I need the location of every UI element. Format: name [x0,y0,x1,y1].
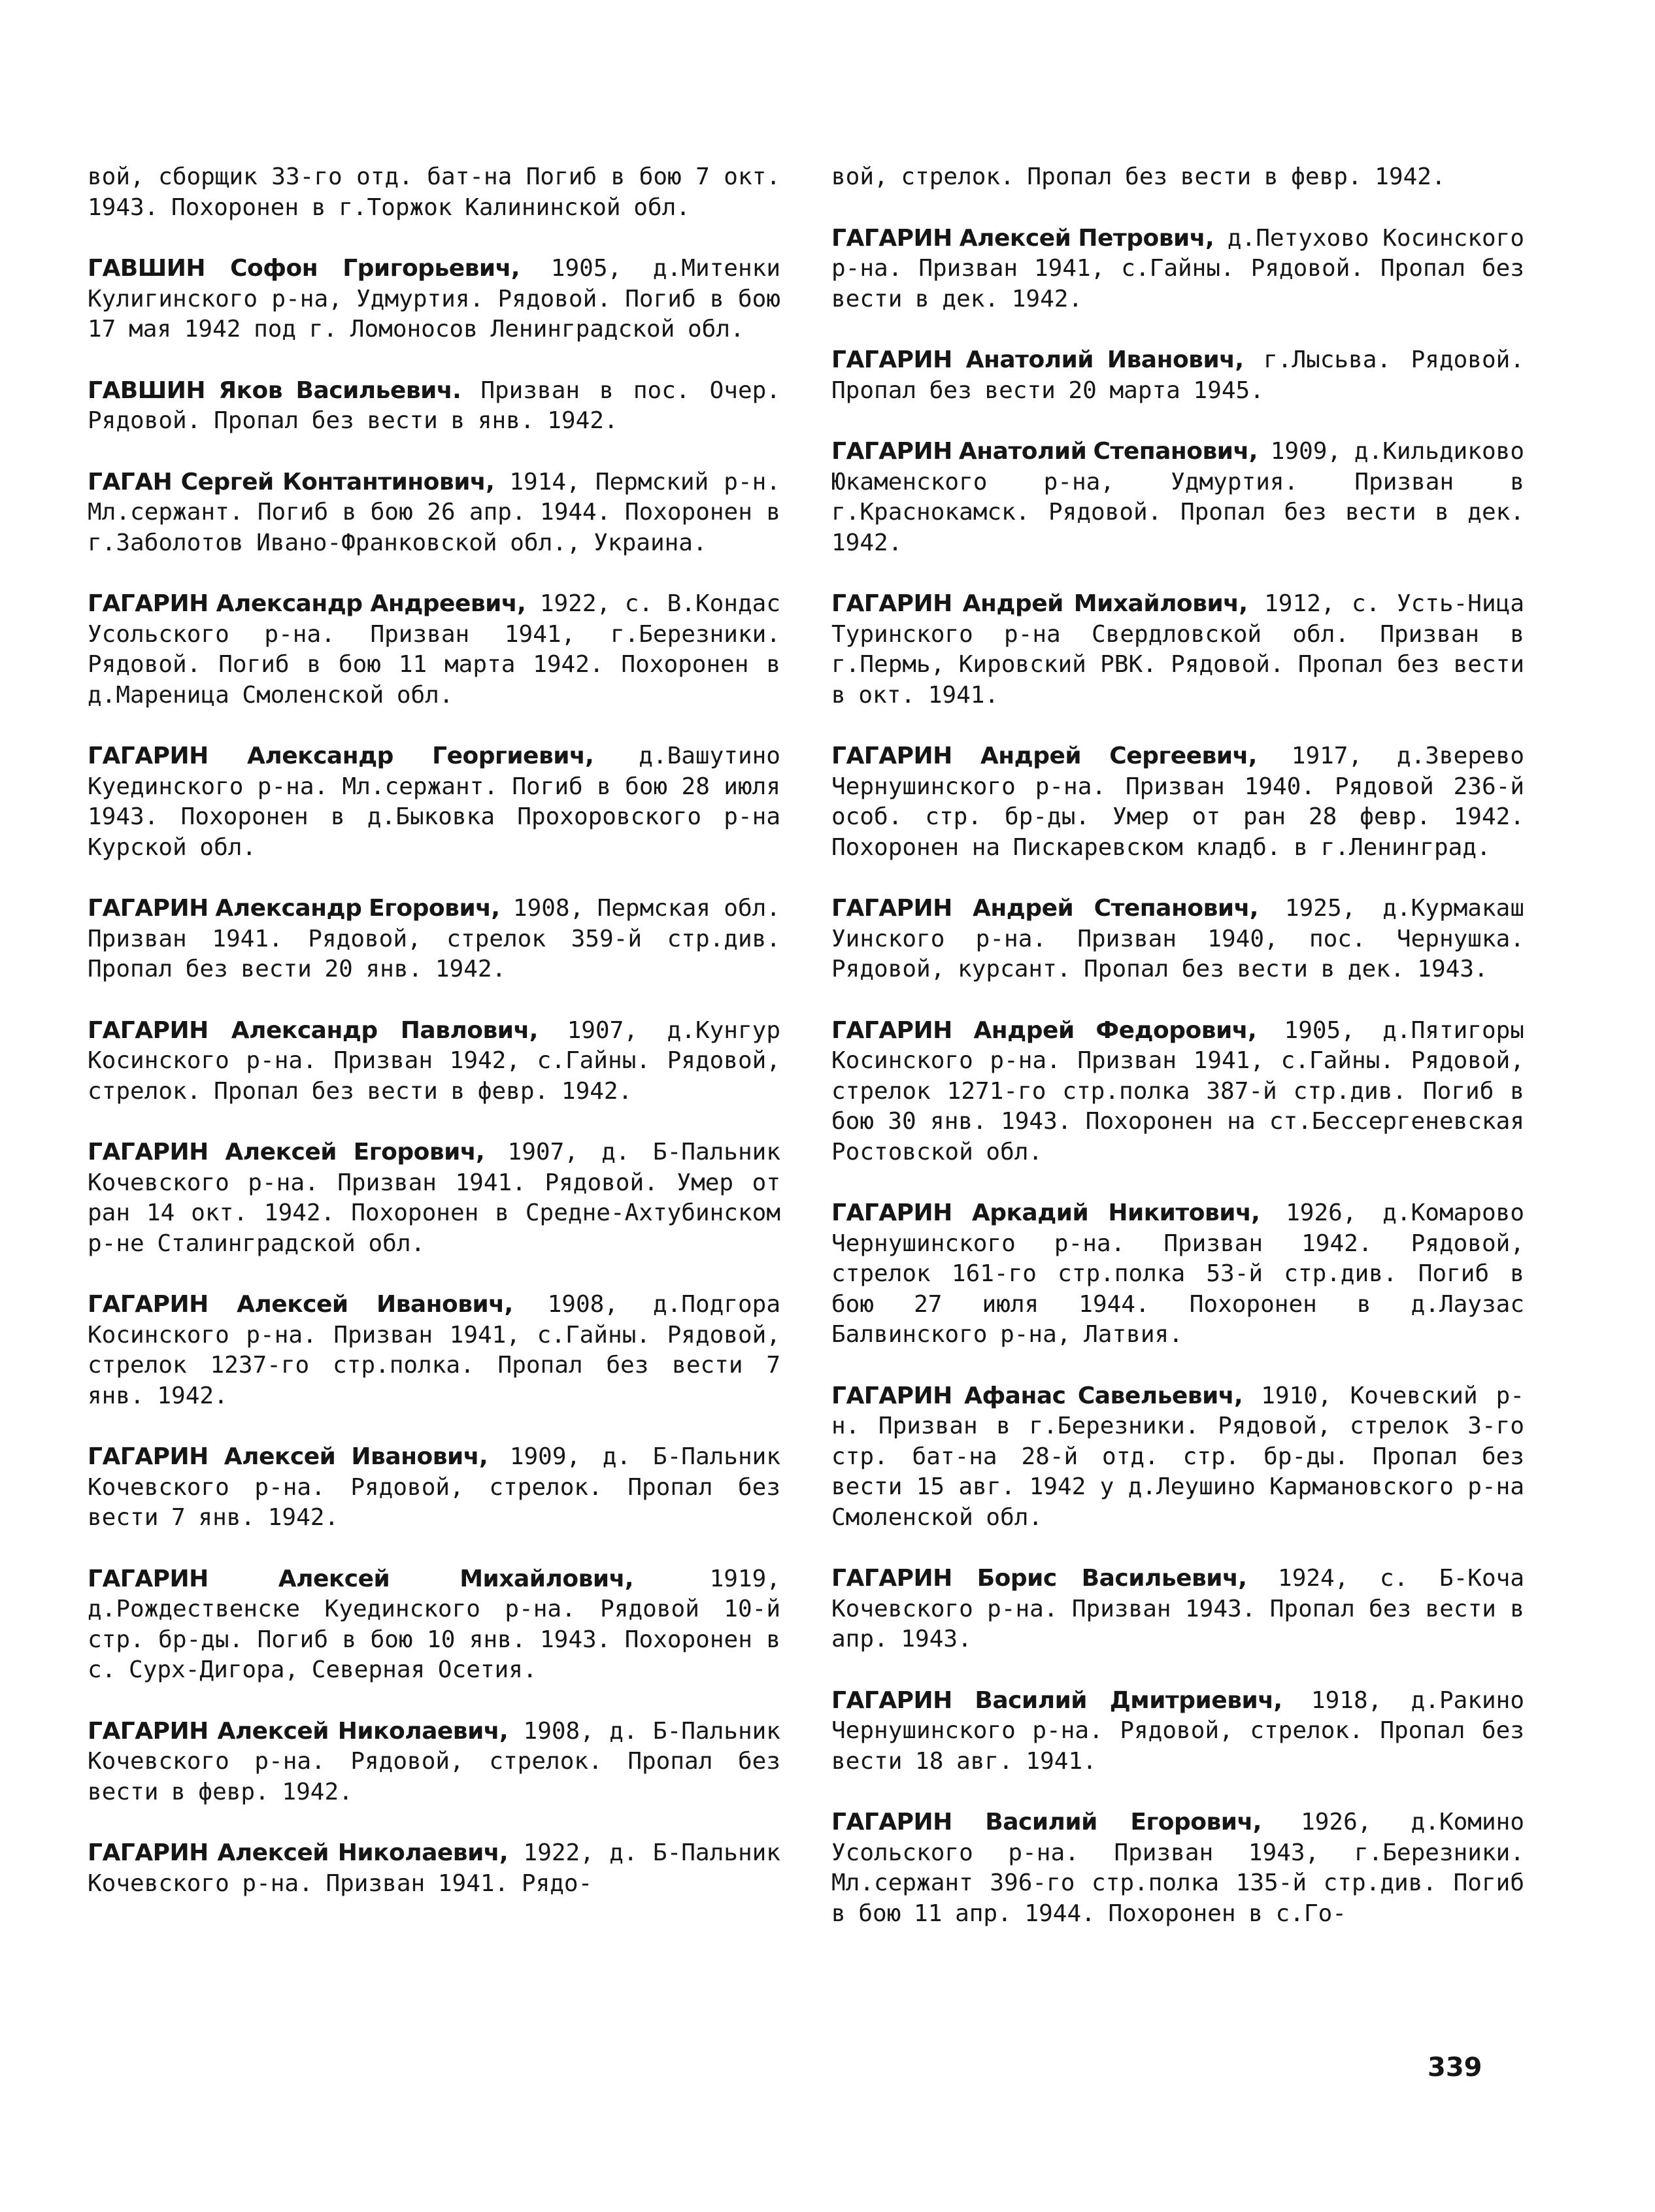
entry-text: 1909, д. Б-Пальник Кочевского р-на. Рядовой, стрелок. Пропал без вести 7 янв. 1942. [88,1443,780,1531]
entry-text: 1908, д.Подгора Косинского р-на. Призван 1941, с.Гайны. Рядовой, стрелок 1237-го стр.полка. Пропал без вести 7 янв. 1942. [88,1291,781,1409]
entry [88,254,780,345]
entry-text: 1924, с. Б-Коча Кочевского р-на. Призван 1943. Пропал без вести в апр. 1943. [831,1565,1524,1652]
entry-name: ГАВШИН Софон Григорьевич, [88,255,520,282]
entry-text: 1925, д.Курмакаш Уинского р-на. Призван 1940, пос. Чернушка. Рядовой, курсант. Пропал без вести в дек. 1943. [831,895,1524,982]
entry-text: вой, сборщик 33-го отд. бат-на Погиб в бою 7 окт. 1943. Похоронен в г.Торжок Калининской обл. [88,163,780,221]
entry-name: ГАГАРИН Андрей Федорович, [831,1016,1257,1044]
entry [88,1290,780,1411]
entry-name: ГАГАРИН Афанас Савельевич, [831,1382,1243,1409]
entry-name: ГАГАРИН Борис Васильевич, [831,1565,1247,1592]
entry [88,1838,780,1899]
entry-name: ГАГАРИН Александр Егорович, [88,895,500,922]
entry [831,1807,1524,1929]
entry-name: ГАГАРИН Василий Дмитриевич, [831,1686,1282,1714]
entry-name: ГАГАРИН Алексей Иванович, [88,1443,488,1470]
entry [831,1198,1524,1350]
entry-text: 1914, Пермский р-н. Мл.сержант. Погиб в бою 26 апр. 1944. Похоронен в г.Заболотов Ивано-Франковской обл., Украина. [88,468,780,556]
entry-name: ГАГАРИН Алексей Николаевич, [88,1717,509,1745]
entry-name: ГАГАРИН Алексей Егорович, [88,1139,485,1165]
entry-name: ГАГАРИН Василий Егорович, [831,1809,1262,1835]
entry [88,376,780,437]
entry [831,741,1524,863]
entry [831,1381,1524,1533]
entry-name: ГАГАРИН Александр Андреевич, [88,590,526,617]
entry-text: 1922, с. В.Кондас Усольского р-на. Призван 1941, г.Березники. Рядовой. Погиб в бою 11 марта 1942. Похоронен в д.Мареница Смоленской обл. [88,590,780,709]
entry [88,589,780,711]
entry-name: ГАГАРИН Анатолий Степанович, [831,438,1258,465]
entry-name: ГАГАРИН Алексей Николаевич, [88,1839,509,1866]
entry [88,162,780,223]
left-column [88,162,780,1930]
entry [831,589,1524,711]
entry-name: ГАГАРИН Алексей Иванович, [88,1291,513,1318]
entry [831,894,1524,985]
entry-text: 1909, д.Кильдиково Юкаменского р-на, Удмуртия. Призван в г.Краснокамск. Рядовой. Пропал без вести в дек. 1942. [831,438,1524,556]
entry-text: 1907, д. Б-Пальник Кочевского р-на. Призван 1941. Рядовой. Умер от ран 14 окт. 1942. Похоронен в Средне-Ахтубинском р-не Сталинградской обл. [88,1139,780,1257]
entry [831,345,1524,406]
entry [88,1717,780,1808]
entry-name: ГАГАРИН Алексей Петрович, [831,224,1214,252]
entry [831,162,1524,193]
entry [831,1564,1524,1655]
entry-text: д.Вашутино Куединского р-на. Мл.сержант. Погиб в бою 28 июля 1943. Похоронен в д.Быковка Прохоровского р-на Курской обл. [88,743,780,861]
entry [88,741,780,863]
entry-name: ГАГАРИН Александр Павлович, [88,1016,538,1044]
entry [88,467,780,559]
entry-name: ГАГАРИН Анатолий Иванович, [831,346,1244,373]
entry-text: 1926, д.Комарово Чернушинского р-на. Призван 1942. Рядовой, стрелок 161-го стр.полка 53-й стр.див. Погиб в бою 27 июля 1944. Похоронен в д.Лаузас Балвинского р-на, Латвия. [831,1199,1524,1348]
entry-text: 1919, д.Рождественске Куединского р-на. Рядовой 10-й стр. бр-ды. Погиб в бою 10 янв. 1943. Похоронен в с. Сурх-Дигора, Северная Осетия. [88,1565,781,1683]
entry-text: 1910, Кочевский р-н. Призван в г.Березники. Рядовой, стрелок 3-го стр. бат-на 28-й отд. стр. бр-ды. Пропал без вести 15 авг. 1942 у д.Леушино Кармановского р-на Смоленской обл. [831,1382,1524,1531]
entry [88,1137,780,1259]
entry-text: д.Петухово Косинского р-на. Призван 1941, с.Гайны. Рядовой. Пропал без вести в дек. 1942. [831,224,1524,312]
entry-name: ГАВШИН Яков Васильевич. [88,377,461,404]
page-number: 339 [1428,2053,1482,2083]
entry [88,1016,780,1107]
entry [88,1442,780,1533]
entry-name: ГАГАРИН Александр Георгиевич, [88,743,594,769]
entry [831,1686,1524,1777]
entry [88,894,780,985]
entry-text: 1926, д.Комино Усольского р-на. Призван 1943, г.Березники. Мл.сержант 396-го стр.полка 135-й стр.див. Погиб в бою 11 апр. 1944. Похоронен в с.Го- [831,1809,1524,1927]
entry-text: 1905, д.Пятигоры Косинского р-на. Призван 1941, с.Гайны. Рядовой, стрелок 1271-го стр.полка 387-й стр.див. Погиб в бою 30 янв. 1943. Похоронен на ст.Бессергеневская Ростовской обл. [831,1016,1524,1165]
entry-text: вой, стрелок. Пропал без вести в февр. 1942. [831,163,1446,190]
entry-name: ГАГАРИН Андрей Михайлович, [831,590,1248,617]
entry-name: ГАГАРИН Алексей Михайлович, [88,1565,634,1592]
right-column [831,162,1524,1960]
entry-text: 1908, Пермская обл. Призван 1941. Рядовой, стрелок 359-й стр.див. Пропал без вести 20 янв. 1942. [88,895,780,982]
entry [831,224,1524,315]
entry-name: ГАГАРИН Андрей Степанович, [831,895,1258,922]
entry-name: ГАГАРИН Аркадий Никитович, [831,1199,1260,1226]
entry-text: Призван в пос. Очер. Рядовой. Пропал без вести в янв. 1942. [88,377,780,434]
entry-name: ГАГАРИН Андрей Сергеевич, [831,743,1257,769]
entry-text: 1918, д.Ракино Чернушинского р-на. Рядовой, стрелок. Пропал без вести 18 авг. 1941. [831,1686,1525,1775]
entry-text: 1907, д.Кунгур Косинского р-на. Призван 1942, с.Гайны. Рядовой, стрелок. Пропал без вести в февр. 1942. [88,1016,781,1105]
entry-text: г.Лысьва. Рядовой. Пропал без вести 20 марта 1945. [831,346,1524,404]
entry-name: ГАГАН Сергей Контантинович, [88,468,495,495]
entry-text: 1912, с. Усть-Ница Туринского р-на Свердловской обл. Призван в г.Пермь, Кировский РВК. Рядовой. Пропал без вести в окт. 1941. [831,590,1524,709]
entry [831,1016,1524,1168]
entry-text: 1908, д. Б-Пальник Кочевского р-на. Рядовой, стрелок. Пропал без вести в февр. 1942. [88,1717,780,1805]
entry-text: 1905, д.Митенки Кулигинского р-на, Удмуртия. Рядовой. Погиб в бою 17 мая 1942 под г. Ломоносов Ленинградской обл. [88,255,780,343]
entry-text: 1917, д.Зверево Чернушинского р-на. Призван 1940. Рядовой 236-й особ. стр. бр-ды. Умер от ран 28 февр. 1942. Похоронен на Пискаревском кладб. в г.Ленинград. [831,743,1525,861]
entry [831,437,1524,558]
entry-text: 1922, д. Б-Пальник Кочевского р-на. Призван 1941. Рядо- [88,1839,780,1897]
entry [88,1564,780,1686]
